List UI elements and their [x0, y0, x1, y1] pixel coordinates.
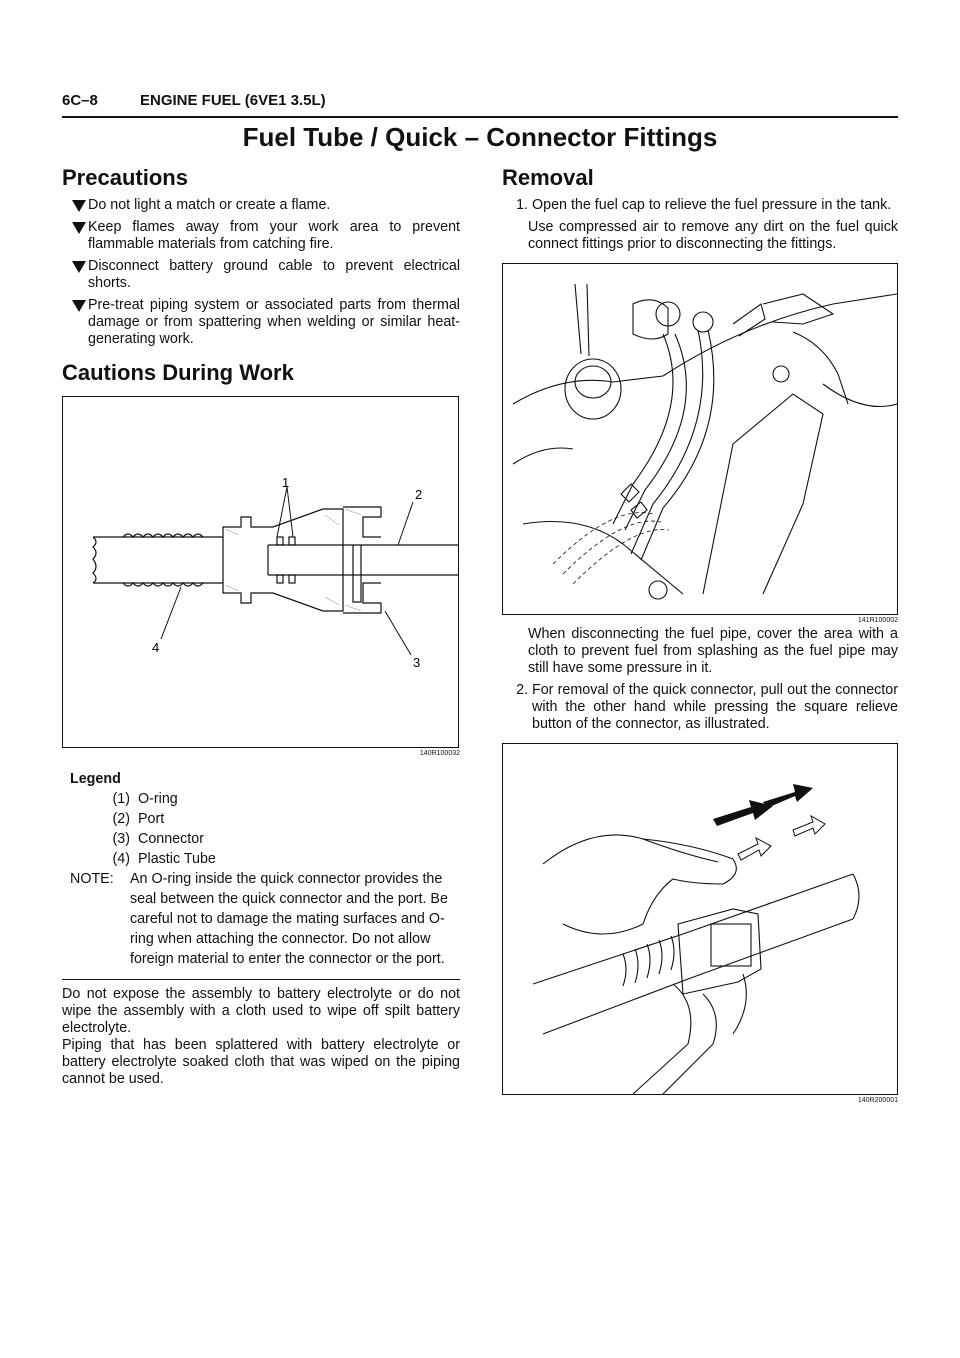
callout-2: 2 — [415, 487, 423, 502]
quick-connector-removal-figure — [502, 743, 898, 1095]
bullet-triangle-icon — [72, 200, 86, 212]
bullet-triangle-icon — [72, 222, 86, 234]
legend-row: (2) Port — [112, 811, 165, 827]
bullet-triangle-icon — [72, 300, 86, 312]
legend-row: (4) Plastic Tube — [112, 851, 216, 867]
figure-code: 140R100032 — [419, 750, 460, 757]
left-column — [62, 165, 460, 1088]
page-header — [62, 90, 898, 118]
caution-paragraph: Piping that has been splattered with battery electrolyte or battery electrolyte soaked cloth that was wiped on the piping cannot be used. — [62, 1037, 460, 1087]
list-item: Disconnect battery ground cable to prevent electrical shorts. — [62, 258, 460, 292]
figure-code: 141R100002 — [857, 617, 898, 624]
note — [70, 869, 460, 969]
callout-3: 3 — [413, 655, 421, 670]
caution-text: When disconnecting the fuel pipe, cover the area with a cloth to prevent fuel from splashing as the fuel pipe may still have some pressure in it. — [528, 626, 898, 676]
list-item: Pre-treat piping system or associated parts from thermal damage or from spattering when welding or similar heat-generating work. — [62, 297, 460, 348]
section-title: ENGINE FUEL (6VE1 3.5L) — [140, 92, 326, 109]
list-item: Do not light a match or create a flame. — [62, 197, 460, 214]
step-1-detail: Use compressed air to remove any dirt on the fuel quick connect fittings prior to disconnecting the fittings. — [528, 219, 898, 252]
connector-diagram — [63, 397, 458, 747]
legend — [70, 769, 460, 869]
figure-code: 140R200001 — [857, 1097, 898, 1104]
caution-paragraph: Do not expose the assembly to battery electrolyte or do not wipe the assembly with a cloth used to wipe off spilt battery electrolyte. — [62, 986, 460, 1036]
precautions-heading: Precautions — [62, 165, 188, 190]
callout-1: 1 — [282, 475, 290, 490]
list-item: Keep flames away from your work area to prevent flammable materials from catching fire. — [62, 219, 460, 253]
hand-removal-illustration — [503, 744, 897, 1094]
right-column — [502, 165, 898, 1104]
legend-row: (1) O-ring — [112, 791, 178, 807]
step-2: 2. For removal of the quick connector, pull out the connector with the other hand while pressing the square relieve button of the connector, as illustrated. — [516, 682, 898, 732]
page-number: 6C–8 — [62, 92, 98, 109]
note-text: An O-ring inside the quick connector provides the seal between the quick connector and the port. Be careful not to damage the mating surfaces and O-ring when attaching the connector. Do not allow foreign material to enter the connector or the port. — [130, 871, 448, 967]
quick-connector-cross-section-figure — [62, 396, 459, 748]
removal-heading: Removal — [502, 165, 594, 190]
cautions-heading: Cautions During Work — [62, 360, 294, 385]
divider — [62, 979, 460, 980]
page-title: Fuel Tube / Quick – Connector Fittings — [242, 122, 718, 152]
note-label: NOTE: — [70, 871, 114, 887]
step-1: 1. Open the fuel cap to relieve the fuel pressure in the tank. — [516, 197, 892, 213]
legend-row: (3) Connector — [112, 831, 204, 847]
callout-4: 4 — [152, 640, 160, 655]
fuel-tank-illustration — [503, 264, 897, 614]
legend-title: Legend — [70, 771, 121, 787]
bullet-triangle-icon — [72, 261, 86, 273]
fuel-tank-figure — [502, 263, 898, 615]
precautions-list — [62, 197, 460, 348]
